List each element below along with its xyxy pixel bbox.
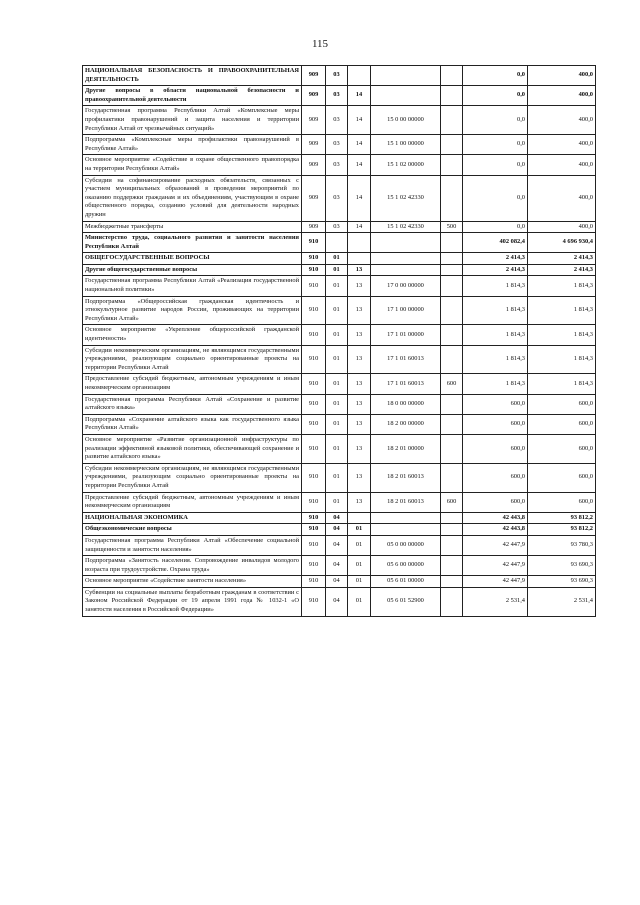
table-row (83, 175, 596, 221)
cell-amount-2: 93 812,2 (528, 524, 596, 536)
cell-admin-code: 910 (302, 463, 326, 492)
cell-target-article: 15 0 00 00000 (371, 106, 441, 135)
table-row (83, 325, 596, 345)
cell-name: Государственная программа Республики Алтай «Сохранение и развитие алтайского языка» (83, 394, 302, 414)
cell-amount-1: 1 814,3 (463, 296, 528, 325)
cell-amount-1: 1 814,3 (463, 325, 528, 345)
cell-target-article: 15 1 02 00000 (371, 155, 441, 175)
cell-name: Основное мероприятие «Укрепление общероссийской гражданской идентичности» (83, 325, 302, 345)
cell-amount-1: 42 447,9 (463, 556, 528, 576)
cell-amount-2: 2 531,4 (528, 587, 596, 616)
cell-admin-code: 910 (302, 253, 326, 265)
cell-amount-1: 0,0 (463, 106, 528, 135)
cell-amount-1: 0,0 (463, 86, 528, 106)
table-row (83, 276, 596, 296)
cell-section: 01 (326, 325, 348, 345)
cell-admin-code: 910 (302, 434, 326, 463)
cell-admin-code: 910 (302, 394, 326, 414)
cell-subsection: 13 (348, 394, 371, 414)
cell-section: 03 (326, 135, 348, 155)
cell-expense-type (441, 264, 463, 276)
cell-subsection: 13 (348, 492, 371, 512)
budget-table (82, 65, 596, 617)
cell-admin-code: 909 (302, 155, 326, 175)
cell-target-article: 05 6 01 52900 (371, 587, 441, 616)
cell-target-article: 17 1 00 00000 (371, 296, 441, 325)
cell-amount-2: 600,0 (528, 414, 596, 434)
cell-target-article: 15 1 02 42330 (371, 175, 441, 221)
cell-name: Подпрограмма «Общероссийская гражданская идентичность и этнокультурное развитие народов России, проживающих на территории Республики Алтай» (83, 296, 302, 325)
table-row (83, 66, 596, 86)
cell-admin-code: 910 (302, 374, 326, 394)
cell-name: Министерство труда, социального развития и занятости населения Республики Алтай (83, 233, 302, 253)
cell-target-article: 18 2 01 60013 (371, 463, 441, 492)
cell-expense-type (441, 345, 463, 374)
cell-name: НАЦИОНАЛЬНАЯ ЭКОНОМИКА (83, 512, 302, 524)
cell-subsection: 01 (348, 524, 371, 536)
cell-section: 01 (326, 434, 348, 463)
cell-expense-type: 600 (441, 374, 463, 394)
cell-target-article: 17 0 00 00000 (371, 276, 441, 296)
cell-name: Основное мероприятие «Развитие организационной инфраструктуры по реализации эффективной языковой политики, обеспечивающей сохранение и развитие алтайского языка» (83, 434, 302, 463)
cell-target-article (371, 512, 441, 524)
cell-name: Предоставление субсидий бюджетным, автономным учреждениям и иным некоммерческим организациям (83, 492, 302, 512)
cell-amount-1: 600,0 (463, 492, 528, 512)
cell-subsection: 13 (348, 345, 371, 374)
cell-section: 04 (326, 512, 348, 524)
cell-expense-type (441, 135, 463, 155)
cell-section: 01 (326, 276, 348, 296)
cell-name: Подпрограмма «Занятость населения. Сопровождение инвалидов молодого возраста при трудоустройстве. Охрана труда» (83, 556, 302, 576)
cell-target-article (371, 264, 441, 276)
table-row (83, 345, 596, 374)
cell-subsection: 14 (348, 106, 371, 135)
cell-admin-code: 910 (302, 276, 326, 296)
cell-amount-1: 1 814,3 (463, 345, 528, 374)
cell-amount-2: 600,0 (528, 492, 596, 512)
cell-amount-1: 0,0 (463, 221, 528, 233)
cell-amount-1: 2 414,3 (463, 253, 528, 265)
table-row (83, 296, 596, 325)
cell-name: Межбюджетные трансферты (83, 221, 302, 233)
cell-amount-2: 400,0 (528, 106, 596, 135)
cell-admin-code: 910 (302, 233, 326, 253)
table-row (83, 414, 596, 434)
cell-expense-type (441, 394, 463, 414)
cell-amount-1: 42 447,9 (463, 535, 528, 555)
cell-target-article: 05 6 00 00000 (371, 556, 441, 576)
cell-amount-2: 93 780,3 (528, 535, 596, 555)
cell-section: 03 (326, 86, 348, 106)
table-row (83, 221, 596, 233)
table-row (83, 587, 596, 616)
cell-admin-code: 910 (302, 492, 326, 512)
cell-admin-code: 909 (302, 135, 326, 155)
cell-amount-1: 2 414,3 (463, 264, 528, 276)
cell-name: Подпрограмма «Сохранение алтайского языка как государственного языка Республики Алтай» (83, 414, 302, 434)
cell-name: Субвенции на социальные выплаты безработным гражданам в соответствии с Законом Российской Федерации от 19 апреля 1991 года № 1032-1 «О занятости населения в Российской Федерации» (83, 587, 302, 616)
cell-amount-1: 1 814,3 (463, 374, 528, 394)
cell-subsection (348, 66, 371, 86)
cell-subsection: 13 (348, 325, 371, 345)
cell-expense-type (441, 463, 463, 492)
cell-name: Субсидии некоммерческим организациям, не являющимся государственными учреждениями, реализующим социально ориентированные проекты на территории Республики Алтай (83, 463, 302, 492)
cell-expense-type (441, 66, 463, 86)
table-row (83, 492, 596, 512)
cell-expense-type (441, 524, 463, 536)
cell-target-article: 17 1 01 00000 (371, 325, 441, 345)
cell-section: 04 (326, 524, 348, 536)
cell-amount-1: 402 082,4 (463, 233, 528, 253)
table-row (83, 253, 596, 265)
table-row (83, 155, 596, 175)
cell-amount-1: 0,0 (463, 66, 528, 86)
cell-amount-2: 1 814,3 (528, 276, 596, 296)
table-row (83, 264, 596, 276)
cell-admin-code: 909 (302, 175, 326, 221)
cell-expense-type (441, 414, 463, 434)
table-row (83, 556, 596, 576)
cell-amount-2: 600,0 (528, 434, 596, 463)
cell-amount-1: 42 447,9 (463, 576, 528, 588)
cell-amount-2: 400,0 (528, 66, 596, 86)
table-row (83, 434, 596, 463)
cell-target-article (371, 253, 441, 265)
cell-target-article: 18 2 01 00000 (371, 434, 441, 463)
cell-admin-code: 909 (302, 66, 326, 86)
cell-target-article: 05 0 00 00000 (371, 535, 441, 555)
cell-amount-1: 600,0 (463, 463, 528, 492)
cell-expense-type (441, 535, 463, 555)
cell-section: 01 (326, 264, 348, 276)
cell-subsection: 01 (348, 587, 371, 616)
cell-admin-code: 909 (302, 86, 326, 106)
cell-subsection: 13 (348, 374, 371, 394)
table-row (83, 135, 596, 155)
cell-section: 04 (326, 587, 348, 616)
cell-admin-code: 909 (302, 106, 326, 135)
table-row (83, 512, 596, 524)
cell-name: Основное мероприятие «Содействие занятости населения» (83, 576, 302, 588)
cell-amount-1: 0,0 (463, 135, 528, 155)
cell-admin-code: 910 (302, 535, 326, 555)
cell-expense-type (441, 587, 463, 616)
cell-section: 04 (326, 576, 348, 588)
cell-expense-type (441, 556, 463, 576)
cell-target-article: 18 0 00 00000 (371, 394, 441, 414)
cell-subsection: 01 (348, 535, 371, 555)
cell-amount-1: 42 443,8 (463, 512, 528, 524)
cell-amount-2: 93 690,3 (528, 556, 596, 576)
table-row (83, 86, 596, 106)
cell-subsection: 13 (348, 434, 371, 463)
cell-name: Другие вопросы в области национальной безопасности и правоохранительной деятельности (83, 86, 302, 106)
cell-amount-2: 4 696 930,4 (528, 233, 596, 253)
cell-admin-code: 910 (302, 556, 326, 576)
cell-expense-type: 500 (441, 221, 463, 233)
cell-admin-code: 910 (302, 345, 326, 374)
cell-amount-2: 1 814,3 (528, 325, 596, 345)
cell-expense-type (441, 106, 463, 135)
cell-name: Основное мероприятие «Содействие в охране общественного правопорядка на территории Республики Алтай» (83, 155, 302, 175)
cell-section: 01 (326, 374, 348, 394)
cell-admin-code: 910 (302, 576, 326, 588)
cell-subsection (348, 233, 371, 253)
cell-amount-1: 42 443,8 (463, 524, 528, 536)
cell-amount-1: 0,0 (463, 175, 528, 221)
cell-amount-2: 2 414,3 (528, 253, 596, 265)
cell-amount-2: 600,0 (528, 463, 596, 492)
cell-expense-type (441, 155, 463, 175)
cell-subsection: 14 (348, 221, 371, 233)
cell-section: 04 (326, 556, 348, 576)
cell-subsection: 13 (348, 414, 371, 434)
cell-expense-type (441, 276, 463, 296)
cell-subsection (348, 512, 371, 524)
cell-amount-2: 400,0 (528, 155, 596, 175)
cell-expense-type (441, 253, 463, 265)
cell-name: Государственная программа Республики Алтай «Реализация государственной национальной политики» (83, 276, 302, 296)
cell-target-article: 17 1 01 60013 (371, 374, 441, 394)
cell-admin-code: 910 (302, 325, 326, 345)
cell-subsection: 14 (348, 86, 371, 106)
cell-subsection: 01 (348, 576, 371, 588)
cell-name: Государственная программа Республики Алтай «Комплексные меры профилактики правонарушений и защита населения и территории Республики Алтай от чрезвычайных ситуаций» (83, 106, 302, 135)
cell-admin-code: 910 (302, 512, 326, 524)
cell-subsection: 01 (348, 556, 371, 576)
cell-amount-1: 600,0 (463, 394, 528, 414)
cell-subsection: 14 (348, 135, 371, 155)
cell-section (326, 233, 348, 253)
cell-subsection: 14 (348, 175, 371, 221)
cell-subsection: 13 (348, 264, 371, 276)
cell-target-article: 18 2 01 60013 (371, 492, 441, 512)
table-row (83, 576, 596, 588)
cell-name: Общеэкономические вопросы (83, 524, 302, 536)
page-number: 115 (311, 38, 329, 50)
cell-name: Субсидии некоммерческим организациям, не являющимся государственными учреждениями, реализующим социально ориентированные проекты на территории Республики Алтай (83, 345, 302, 374)
cell-amount-1: 600,0 (463, 414, 528, 434)
cell-target-article: 05 6 01 00000 (371, 576, 441, 588)
cell-admin-code: 910 (302, 264, 326, 276)
cell-amount-1: 600,0 (463, 434, 528, 463)
cell-expense-type (441, 512, 463, 524)
cell-expense-type (441, 175, 463, 221)
cell-admin-code: 909 (302, 221, 326, 233)
table-row (83, 374, 596, 394)
table-row (83, 394, 596, 414)
cell-name: Государственная программа Республики Алтай «Обеспечение социальной защищенности и занятости населения» (83, 535, 302, 555)
cell-section: 01 (326, 345, 348, 374)
cell-amount-2: 400,0 (528, 221, 596, 233)
cell-section: 01 (326, 492, 348, 512)
cell-expense-type (441, 233, 463, 253)
cell-amount-1: 2 531,4 (463, 587, 528, 616)
cell-section: 04 (326, 535, 348, 555)
cell-section: 01 (326, 253, 348, 265)
cell-amount-2: 1 814,3 (528, 296, 596, 325)
cell-section: 03 (326, 221, 348, 233)
cell-amount-2: 2 414,3 (528, 264, 596, 276)
cell-target-article: 17 1 01 60013 (371, 345, 441, 374)
table-row (83, 524, 596, 536)
cell-section: 03 (326, 106, 348, 135)
cell-section: 03 (326, 175, 348, 221)
cell-subsection: 13 (348, 463, 371, 492)
cell-target-article (371, 524, 441, 536)
cell-admin-code: 910 (302, 524, 326, 536)
cell-amount-2: 600,0 (528, 394, 596, 414)
cell-subsection: 13 (348, 276, 371, 296)
cell-amount-2: 1 814,3 (528, 374, 596, 394)
cell-section: 01 (326, 394, 348, 414)
table-row (83, 463, 596, 492)
cell-amount-2: 400,0 (528, 175, 596, 221)
cell-name: НАЦИОНАЛЬНАЯ БЕЗОПАСНОСТЬ И ПРАВООХРАНИТЕЛЬНАЯ ДЕЯТЕЛЬНОСТЬ (83, 66, 302, 86)
cell-subsection: 13 (348, 296, 371, 325)
cell-amount-2: 93 690,3 (528, 576, 596, 588)
cell-target-article: 18 2 00 00000 (371, 414, 441, 434)
cell-target-article (371, 233, 441, 253)
cell-name: Другие общегосударственные вопросы (83, 264, 302, 276)
cell-amount-2: 93 812,2 (528, 512, 596, 524)
cell-admin-code: 910 (302, 296, 326, 325)
cell-expense-type (441, 434, 463, 463)
cell-amount-1: 1 814,3 (463, 276, 528, 296)
cell-name: ОБЩЕГОСУДАРСТВЕННЫЕ ВОПРОСЫ (83, 253, 302, 265)
cell-expense-type (441, 576, 463, 588)
table-body (83, 66, 596, 617)
cell-section: 01 (326, 414, 348, 434)
table-row (83, 106, 596, 135)
cell-amount-2: 1 814,3 (528, 345, 596, 374)
cell-expense-type (441, 86, 463, 106)
cell-target-article (371, 66, 441, 86)
cell-name: Предоставление субсидий бюджетным, автономным учреждениям и иным некоммерческим организациям (83, 374, 302, 394)
cell-expense-type: 600 (441, 492, 463, 512)
cell-amount-1: 0,0 (463, 155, 528, 175)
cell-subsection: 14 (348, 155, 371, 175)
cell-expense-type (441, 325, 463, 345)
cell-target-article (371, 86, 441, 106)
cell-amount-2: 400,0 (528, 135, 596, 155)
cell-section: 01 (326, 296, 348, 325)
cell-target-article: 15 1 02 42330 (371, 221, 441, 233)
cell-section: 03 (326, 155, 348, 175)
cell-name: Субсидии на софинансирование расходных обязательств, связанных с участием муниципальных образований в проведении мероприятий по оказанию поддержки гражданам и их объединениям, участвующим в охране общественного порядка, созданию условий для деятельности народных дружин (83, 175, 302, 221)
cell-expense-type (441, 296, 463, 325)
cell-subsection (348, 253, 371, 265)
cell-section: 01 (326, 463, 348, 492)
cell-admin-code: 910 (302, 414, 326, 434)
cell-amount-2: 400,0 (528, 86, 596, 106)
table-row (83, 233, 596, 253)
cell-name: Подпрограмма «Комплексные меры профилактики правонарушений в Республике Алтай» (83, 135, 302, 155)
cell-section: 03 (326, 66, 348, 86)
cell-target-article: 15 1 00 00000 (371, 135, 441, 155)
cell-admin-code: 910 (302, 587, 326, 616)
table-row (83, 535, 596, 555)
